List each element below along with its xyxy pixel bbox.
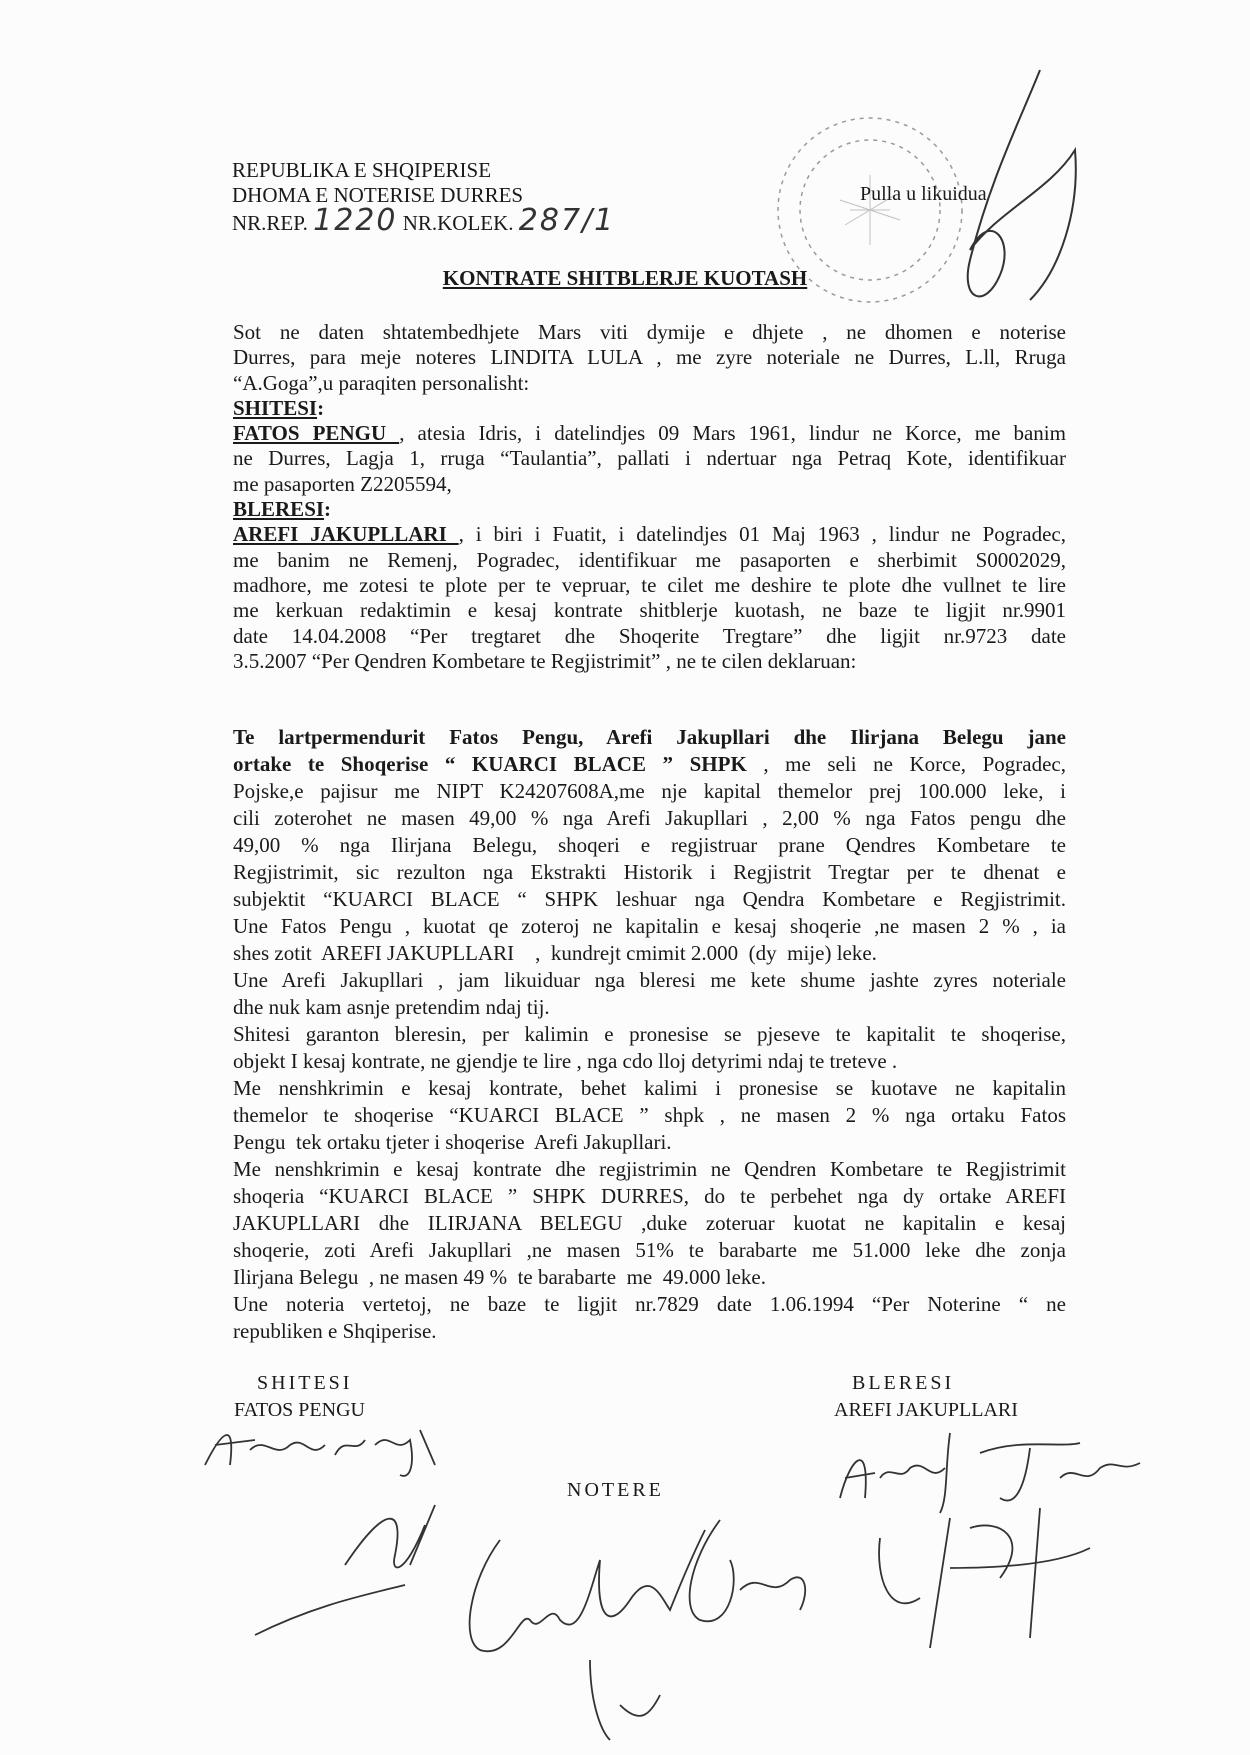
party-heading: BLERESI xyxy=(233,497,325,522)
seller-name: FATOS PENGU xyxy=(234,1399,365,1421)
contract-parties-section xyxy=(233,320,1066,674)
text-segment: Shitesi garanton bleresin, per kalimin e pronesise se pjeseve te kapitalit te shoqerise, xyxy=(233,1022,1066,1046)
text-segment: Sot ne daten shtatembedhjete Mars viti dymije e dhjete , ne dhomen e noterise xyxy=(233,320,1066,344)
text-line xyxy=(233,832,1066,859)
text-segment: Une Fatos Pengu , kuotat qe zoteroj ne kapitalin e kesaj shoqerie ,ne masen 2 % , ia xyxy=(233,914,1066,938)
text-line xyxy=(233,446,1066,471)
text-segment: Une noteria vertetoj, ne baze te ligjit nr.7829 date 1.06.1994 “Per Noterine “ ne xyxy=(233,1292,1066,1316)
text-segment: shoqeria “KUARCI BLACE ” SHPK DURRES, do te perbehet nga dy ortake AREFI xyxy=(233,1184,1066,1208)
text-line xyxy=(233,940,1066,967)
text-segment: date 14.04.2008 “Per tregtaret dhe Shoqerite Tregtare” dhe ligjit nr.9723 date xyxy=(233,623,1066,648)
text-line xyxy=(233,724,1066,751)
text-line xyxy=(233,913,1066,940)
text-segment: shoqerie, zoti Arefi Jakupllari ,ne masen 51% te barabarte me 51.000 leke dhe zonja xyxy=(233,1238,1066,1262)
text-line xyxy=(233,778,1066,805)
text-line xyxy=(233,1102,1066,1129)
buyer-label: BLERESI xyxy=(852,1372,955,1394)
document-header xyxy=(232,158,615,236)
stamp-paid-note: Pulla u likuidua xyxy=(860,183,987,205)
text-segment: Une Arefi Jakupllari , jam likuiduar nga bleresi me kete shume jashte zyres noteriale xyxy=(233,968,1066,992)
text-line xyxy=(233,1264,1066,1291)
notary-signature xyxy=(460,1510,880,1750)
text-segment: subjektit “KUARCI BLACE “ SHPK leshuar nga Qendra Kombetare e Regjistrimit. xyxy=(233,887,1066,911)
text-line xyxy=(233,1075,1066,1102)
party-heading: SHITESI xyxy=(233,395,318,420)
text-segment: me banim ne Remenj, Pogradec, identifikuar me pasaporten e sherbimit S0002029, xyxy=(233,547,1066,572)
header-numbers xyxy=(232,203,616,238)
text-segment: ortake te Shoqerise “ KUARCI BLACE ” SHPK xyxy=(233,752,747,776)
text-segment: 49,00 % nga Ilirjana Belegu, shoqeri e regjistruar prane Qendres Kombetare te xyxy=(233,833,1066,857)
text-line xyxy=(233,1291,1066,1318)
text-line xyxy=(233,1048,1066,1075)
text-line xyxy=(233,1156,1066,1183)
text-segment: me kerkuan redaktimin e kesaj kontrate shitblerje kuotash, ne baze te ligjit nr.9901 xyxy=(233,598,1066,623)
text-segment: me pasaporten Z2205594, xyxy=(233,471,452,496)
text-line xyxy=(233,320,1066,345)
rep-number-handwritten: 1220 xyxy=(313,203,398,238)
text-segment: Durres, para meje noteres LINDITA LULA , me zyre noteriale ne Durres, L.ll, Rruga xyxy=(233,345,1066,370)
buyer-signature xyxy=(830,1428,1160,1708)
text-line xyxy=(233,994,1066,1021)
text-segment: themelor te shoqerise “KUARCI BLACE ” shpk , ne masen 2 % nga ortaku Fatos xyxy=(233,1103,1066,1127)
text-segment: Ilirjana Belegu , ne masen 49 % te barabarte me 49.000 leke. xyxy=(233,1265,766,1289)
party-heading: AREFI JAKUPLLARI xyxy=(233,522,459,547)
text-line xyxy=(233,649,1066,674)
text-line xyxy=(233,1183,1066,1210)
document-title: KONTRATE SHITBLERJE KUOTASH xyxy=(442,266,808,290)
text-line xyxy=(233,859,1066,886)
text-line xyxy=(233,886,1066,913)
kolek-number-handwritten: 287/1 xyxy=(518,203,616,238)
text-segment: dhe nuk kam asnje pretendim ndaj tij. xyxy=(233,995,550,1019)
party-heading: FATOS PENGU xyxy=(233,421,400,446)
text-line xyxy=(233,598,1066,623)
contract-terms-section xyxy=(233,724,1066,1345)
text-segment: JAKUPLLARI dhe ILIRJANA BELEGU ,duke zoteruar kuotat ne kapitalin e kesaj xyxy=(233,1211,1066,1235)
text-segment: Me nenshkrimin e kesaj kontrate, behet kalimi i pronesise se kuotave ne kapitalin xyxy=(233,1076,1066,1100)
kolek-label: NR.KOLEK. xyxy=(402,211,514,235)
header-republic: REPUBLIKA E SHQIPERISE xyxy=(232,158,492,182)
text-line xyxy=(233,967,1066,994)
text-segment: “A.Goga”,u paraqiten personalisht: xyxy=(233,370,530,395)
text-segment: : xyxy=(324,497,332,522)
text-line xyxy=(233,751,1066,778)
text-segment: Pengu tek ortaku tjeter i shoqerise Arefi Jakupllari. xyxy=(233,1130,672,1154)
seller-signature xyxy=(195,1425,495,1685)
text-line xyxy=(233,548,1066,573)
notary-label: NOTERE xyxy=(567,1479,664,1501)
text-segment: , me seli ne Korce, Pogradec, xyxy=(746,752,1066,776)
text-line xyxy=(233,472,1066,497)
text-line xyxy=(233,1129,1066,1156)
text-line xyxy=(233,371,1066,396)
text-segment: cili zoterohet ne masen 49,00 % nga Arefi Jakupllari , 2,00 % nga Fatos pengu dhe xyxy=(233,806,1066,830)
text-line xyxy=(233,624,1066,649)
text-line xyxy=(233,1210,1066,1237)
text-line xyxy=(233,421,1066,446)
text-line xyxy=(233,573,1066,598)
text-segment: Te lartpermendurit Fatos Pengu, Arefi Jakupllari dhe Ilirjana Belegu jane xyxy=(233,725,1066,749)
buyer-name: AREFI JAKUPLLARI xyxy=(834,1399,1018,1421)
text-segment: ne Durres, Lagja 1, rruga “Taulantia”, pallati i ndertuar nga Petraq Kote, identifikuar xyxy=(233,446,1066,471)
text-line xyxy=(233,345,1066,370)
text-line xyxy=(233,396,1066,421)
text-segment: republiken e Shqiperise. xyxy=(233,1319,437,1343)
text-segment: Me nenshkrimin e kesaj kontrate dhe regjistrimin ne Qendren Kombetare te Regjistrimit xyxy=(233,1157,1066,1181)
text-line xyxy=(233,805,1066,832)
text-line xyxy=(233,497,1066,522)
text-line xyxy=(233,1318,1066,1345)
text-segment: Regjistrimit, sic rezulton nga Ekstrakti Historik i Regjistrit Tregtar per te dhenat e xyxy=(233,860,1066,884)
text-line xyxy=(233,1237,1066,1264)
seller-label: SHITESI xyxy=(257,1372,353,1394)
text-segment: Pojske,e pajisur me NIPT K24207608A,me nje kapital themelor prej 100.000 leke, i xyxy=(233,779,1066,803)
rep-label: NR.REP. xyxy=(232,211,308,235)
text-segment: shes zotit AREFI JAKUPLLARI , kundrejt cmimit 2.000 (dy mije) leke. xyxy=(233,941,877,965)
text-segment: objekt I kesaj kontrate, ne gjendje te lire , nga cdo lloj detyrimi ndaj te treteve . xyxy=(233,1049,898,1073)
text-segment: : xyxy=(317,395,325,420)
text-segment: , i biri i Fuatit, i datelindjes 01 Maj 1963 , lindur ne Pogradec, xyxy=(458,522,1066,547)
header-chamber: DHOMA E NOTERISE DURRES xyxy=(232,183,524,207)
text-line xyxy=(233,522,1066,547)
text-segment: , atesia Idris, i datelindjes 09 Mars 1961, lindur ne Korce, me banim xyxy=(399,421,1066,446)
text-segment: 3.5.2007 “Per Qendren Kombetare te Regjistrimit” , ne te cilen deklaruan: xyxy=(233,648,857,673)
text-segment: madhore, me zotesi te plote per te vepruar, te cilet me deshire te plote dhe vullnet te lire xyxy=(233,572,1066,597)
text-line xyxy=(233,1021,1066,1048)
